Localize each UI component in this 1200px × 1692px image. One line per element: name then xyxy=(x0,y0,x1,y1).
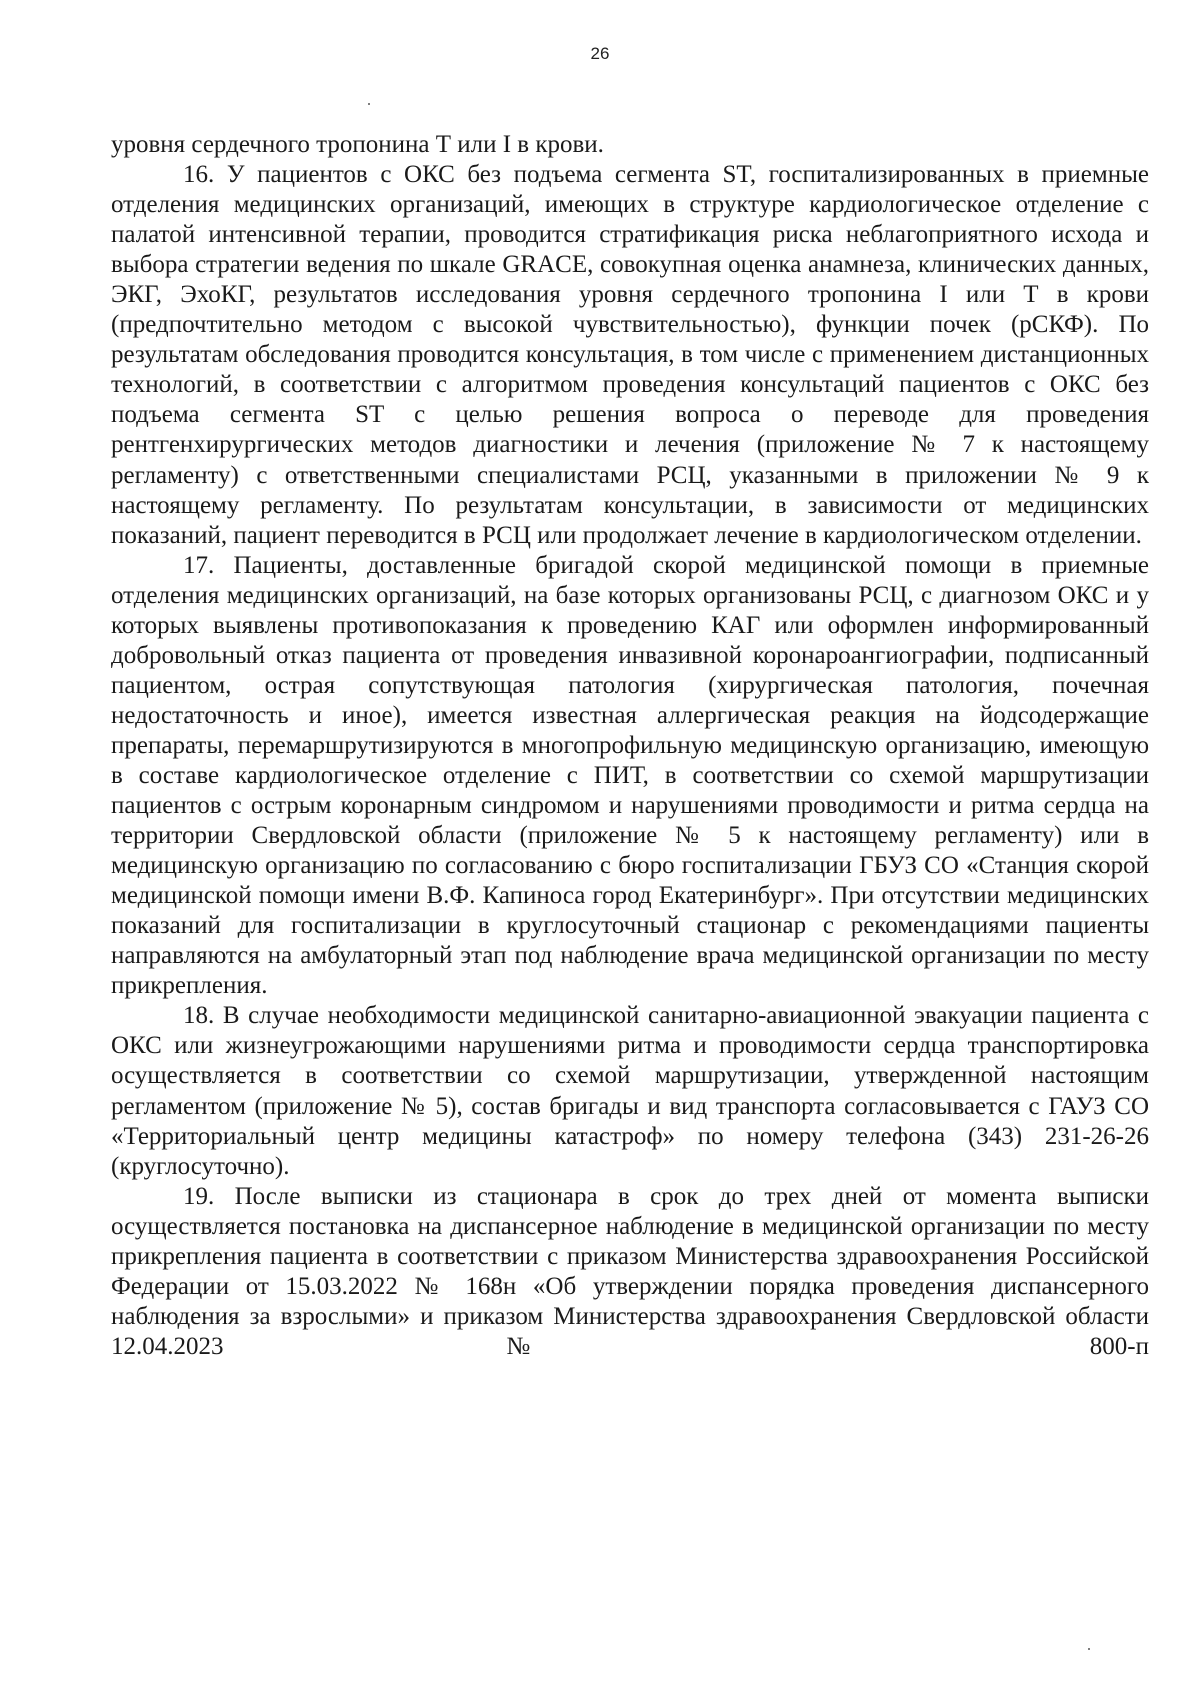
scan-speck xyxy=(1088,1648,1090,1650)
document-body xyxy=(111,130,1149,1362)
page-number: 26 xyxy=(590,44,610,63)
paragraph-item-16: 16. У пациентов с ОКС без подъема сегмента ST, госпитализированных в приемные отделения медицинских организаций, имеющих в структуре кардиологическое отделение с палатой интенсивной терапии, проводится стратификация риска неблагоприятного исхода и выбора стратегии ведения по шкале GRACE, совокупная оценка анамнеза, клинических данных, ЭКГ, ЭхоКГ, результатов исследования уровня сердечного тропонина I или Т в крови (предпочтительно методом с высокой чувствительностью), функции почек (рСКФ). По результатам обследования проводится консультация, в том числе с применением дистанционных технологий, в соответствии с алгоритмом проведения консультаций пациентов с ОКС без подъема сегмента ST с целью решения вопроса о переводе для проведения рентгенхирургических методов диагностики и лечения (приложение № 7 к настоящему регламенту) с ответственными специалистами РСЦ, указанными в приложении № 9 к настоящему регламенту. По результатам консультации, в зависимости от медицинских показаний, пациент переводится в РСЦ или продолжает лечение в кардиологическом отделении. xyxy=(111,161,1149,549)
scan-speck xyxy=(368,103,370,105)
paragraph-item-17: 17. Пациенты, доставленные бригадой скорой медицинской помощи в приемные отделения медицинских организаций, на базе которых организованы РСЦ, с диагнозом ОКС и у которых выявлены противопоказания к проведению КАГ или оформлен информированный добровольный отказ пациента от проведения инвазивной коронароангиографии, подписанный пациентом, острая сопутствующая патология (хирургическая патология, почечная недостаточность и иное), имеется известная аллергическая реакция на йодсодержащие препараты, перемаршрутизируются в многопрофильную медицинскую организацию, имеющую в составе кардиологическое отделение с ПИТ, в соответствии со схемой маршрутизации пациентов с острым коронарным синдромом и нарушениями проводимости и ритма сердца на территории Свердловской области (приложение № 5 к настоящему регламенту) или в медицинскую организацию по согласованию с бюро госпитализации ГБУЗ СО «Станция скорой медицинской помощи имени В.Ф. Капиноса город Екатеринбург». При отсутствии медицинских показаний для госпитализации в круглосуточный стационар с рекомендациями пациенты направляются на амбулаторный этап под наблюдение врача медицинской организации по месту прикрепления. xyxy=(111,551,1149,1000)
paragraph-continuation: уровня сердечного тропонина Т или I в крови. xyxy=(111,131,604,158)
paragraph-item-18: 18. В случае необходимости медицинской санитарно-авиационной эвакуации пациента с ОКС или жизнеугрожающими нарушениями ритма и проводимости сердца транспортировка осуществляется в соответствии со схемой маршрутизации, утвержденной настоящим регламентом (приложение № 5), состав бригады и вид транспорта согласовывается с ГАУЗ СО «Территориальный центр медицины катастроф» по номеру телефона (343) 231-26-26 (круглосуточно). xyxy=(111,1002,1149,1180)
paragraph-item-19: 19. После выписки из стационара в срок до трех дней от момента выписки осуществляется постановка на диспансерное наблюдение в медицинской организации по месту прикрепления пациента в соответствии с приказом Министерства здравоохранения Российской Федерации от 15.03.2022 № 168н «Об утверждении порядка проведения диспансерного наблюдения за взрослыми» и приказом Министерства здравоохранения Свердловской области 12.04.2023 № 800-п xyxy=(111,1182,1149,1360)
